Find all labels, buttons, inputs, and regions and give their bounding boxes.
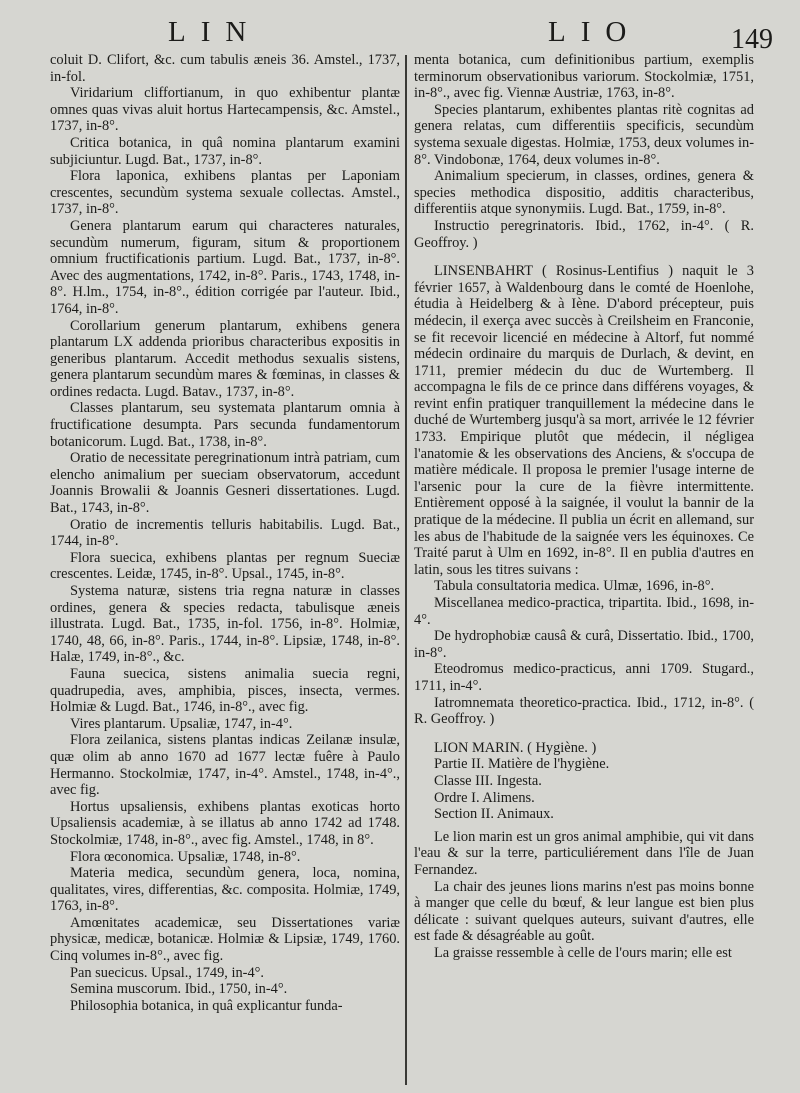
lion-classification: Section II. Animaux. xyxy=(434,806,554,823)
entry-paragraph: Corollarium generum plantarum, exhibens genera plantarum LX addenda prioribus characteribus expositis in generibus plantarum. Accedit methodus sexualis sistens, genera plantarum secundùm mares & fœminas, in classes & ordines redacta. Lugd. Batav., 1737, in-8°. xyxy=(50,317,400,400)
entry-paragraph: Philosophia botanica, in quâ explicantur funda- xyxy=(70,997,343,1014)
left-column xyxy=(50,52,400,1014)
entry-paragraph: Flora suecica, exhibens plantas per regnum Sueciæ crescentes. Leidæ, 1745, in-8°. Upsal., 1745, in-8°. xyxy=(50,549,400,583)
entry-paragraph: Materia medica, secundùm genera, loca, nomina, qualitates, vires, differentias, &c. composita. Holmiæ, 1749, 1763, in-8°. xyxy=(50,865,400,915)
entry-paragraph: Hortus upsaliensis, exhibens plantas exoticas horto Upsaliensis academiæ, à se illatus ab anno 1742 ad 1748. Stockolmiæ, 1748, in-8°., avec fig. Amstel., 1748, in 8°. xyxy=(50,798,400,848)
entry-paragraph: Pan suecicus. Upsal., 1749, in-4°. xyxy=(70,964,265,981)
entry-paragraph: Flora œconomica. Upsaliæ, 1748, in-8°. xyxy=(70,848,301,865)
lion-paragraph: La graisse ressemble à celle de l'ours marin; elle est xyxy=(434,944,732,961)
entry-paragraph: Semina muscorum. Ibid., 1750, in-4°. xyxy=(70,981,288,998)
entry-paragraph: Species plantarum, exhibentes plantas ritè cognitas ad genera relatas, cum differentiis specificis, secundùm systema sexuale digestas. Holmiæ, 1753, deux volumes in-8°. Vindobonæ, 1764, deux volumes in-8°. xyxy=(414,101,754,168)
entry-paragraph: Fauna suecica, sistens animalia suecia regni, quadrupedia, aves, amphibia, pisces, insecta, vermes. Holmiæ & Lugd. Bat., 1746, in-8°., avec fig. xyxy=(50,665,400,716)
work-title: Tabula consultatoria medica. Ulmæ, 1696, in-8°. xyxy=(434,578,715,595)
entry-paragraph: Oratio de incrementis telluris habitabilis. Lugd. Bat., 1744, in-8°. xyxy=(50,516,400,550)
work-title: De hydrophobiæ causâ & curâ, Dissertatio. Ibid., 1700, in-8°. xyxy=(414,628,754,661)
entry-paragraph: Viridarium cliffortianum, in quo exhibentur plantæ omnes quas vivas aluit hortus Hartecampensis, &c. Amstel., 1737, in-8°. xyxy=(50,85,400,135)
column-divider xyxy=(405,55,407,1085)
lion-classification: Partie II. Matière de l'hygiène. xyxy=(434,756,610,773)
entry-paragraph: menta botanica, cum definitionibus partium, exemplis terminorum observationibus variorum. Stockolmiæ, 1751, in-8°., avec fig. Viennæ Austriæ, 1763, in-8°. xyxy=(414,52,754,102)
entry-paragraph: Oratio de necessitate peregrinationum intrà patriam, cum elencho animalium per sueciam observatorum, accedunt Joannis Browalii & Joannis Gesneri dissertationes. Lugd. Bat., 1743, in-8°. xyxy=(50,450,400,517)
work-title: Iatromnemata theoretico-practica. Ibid., 1712, in-8°. ( R. Geoffroy. ) xyxy=(414,694,754,728)
entry-paragraph: Vires plantarum. Upsaliæ, 1747, in-4°. xyxy=(70,715,293,732)
section-gap xyxy=(414,251,754,263)
linsenbahrt-article: LINSENBAHRT ( Rosinus-Lentifius ) naquit le 3 février 1657, à Waldenbourg dans le comté de Hoenlohe, étudia à Heidelberg & à Iène. D'abord précepteur, puis médecin, il exerça avec succès à Creilsheim en Franconie, se fit recevoir licencié en médecine à Altorf, fut nommé médecin ordinaire du marquis de Durlach, & devint, en 1711, premier médecin du duc de Wurtemberg. Il accompagna le fils de ce prince dans différens voyages, & revint enfin pratiquer tranquillement la médecine dans le duché de Wurtemberg jusqu'à sa mort, arrivée le 12 février 1733. Empirique plutôt que médecin, il négligea l'anatomie & les observations des Anciens, & s'occupa de matière médicale. Il proposa le premier l'usage interne de l'arsenic pour la cure de la fièvre intermittente. Entièrement opposé à la saignée, il voulut la bannir de la pratique de la médecine. Il publia un écrit en allemand, sur les abus de l'habitude de la saignée vers les équinoxes. Ce Traité parut à Ulm en 1692, in-8°. Il en publia d'autres en latin, sous les titres suivans : xyxy=(414,263,754,578)
header-left-keyword: LIN xyxy=(168,16,262,48)
entry-paragraph: Classes plantarum, seu systemata plantarum omnia à fructificatione desumpta. Pars secunda fundamentorum botanicorum. Lugd. Bat., 1738, in-8°. xyxy=(50,400,400,450)
running-header xyxy=(0,14,800,54)
section-gap xyxy=(414,728,754,740)
entry-paragraph: Amœnitates academicæ, seu Dissertationes variæ physicæ, medicæ, botanicæ. Holmiæ & Lipsiæ, 1749, 1760. Cinq volumes in-8°., avec fig. xyxy=(50,914,400,965)
entry-paragraph: Flora zeilanica, sistens plantas indicas Zeilanæ insulæ, quæ olim ab anno 1670 ad 1677 lectæ fuêre à Paulo Hermanno. Stockolmiæ, 1747, in-4°. Amstel., 1748, in-4°., avec fig. xyxy=(50,732,400,799)
entry-paragraph: Animalium specierum, in classes, ordines, genera & species methodica dispositio, additis characteribus, differentiis atque synonymiis. Lugd. Bat., 1759, in-8°. xyxy=(414,168,754,218)
lion-paragraph: La chair des jeunes lions marins n'est pas moins bonne à manger que celle du bœuf, & leur langue est bien plus délicate : suivant quelques auteurs, suivant d'autres, elle est fade & désagréable au goût. xyxy=(414,878,754,945)
entry-paragraph: Critica botanica, in quâ nomina plantarum examini subjiciuntur. Lugd. Bat., 1737, in-8°. xyxy=(50,134,400,168)
work-title: Miscellanea medico-practica, tripartita. Ibid., 1698, in-4°. xyxy=(414,595,754,628)
lion-heading: LION MARIN. ( Hygiène. ) xyxy=(434,739,597,756)
entry-paragraph: Instructio peregrinatoris. Ibid., 1762, in-4°. ( R. Geoffroy. ) xyxy=(414,217,754,251)
work-title: Eteodromus medico-practicus, anni 1709. Stugard., 1711, in-4°. xyxy=(414,661,754,694)
right-column xyxy=(414,52,754,961)
entry-paragraph: Systema naturæ, sistens tria regna naturæ in classes ordines, genera & species redacta, tabulisque æneis illustrata. Lugd. Bat., 1735, in-fol. 1756, in-8°. Holmiæ, 1740, 48, 66, in-8°. Paris., 1744, in-8°. Lipsiæ, 1748, in-8°. Halæ, 1749, in-8°., &c. xyxy=(50,583,400,666)
lion-classification: Ordre I. Alimens. xyxy=(434,789,535,806)
entry-paragraph: coluit D. Clifort, &c. cum tabulis æneis 36. Amstel., 1737, in-fol. xyxy=(50,52,400,85)
entry-paragraph: Genera plantarum earum qui characteres naturales, secundùm numerum, figuram, situm & proportionem omnium fructificationis partium. Lugd. Bat., 1737, in-8°. Avec des augmentations, 1742, in-8°. Paris., 1743, 1748, in-8°. H.lm., 1754, in-8°., édition corrigée par l'auteur. Ibid., 1764, in-8°. xyxy=(50,217,400,317)
lion-paragraph: Le lion marin est un gros animal amphibie, qui vit dans l'eau & sur la terre, particuliérement dans l'île de Juan Fernandez. xyxy=(414,828,754,878)
header-right-keyword: LIO xyxy=(548,16,642,48)
entry-paragraph: Flora laponica, exhibens plantas per Laponiam crescentes, secundùm systema sexuale collectas. Amstel., 1737, in-8°. xyxy=(50,168,400,218)
lion-classification: Classe III. Ingesta. xyxy=(434,772,542,789)
page-number: 149 xyxy=(731,24,773,55)
